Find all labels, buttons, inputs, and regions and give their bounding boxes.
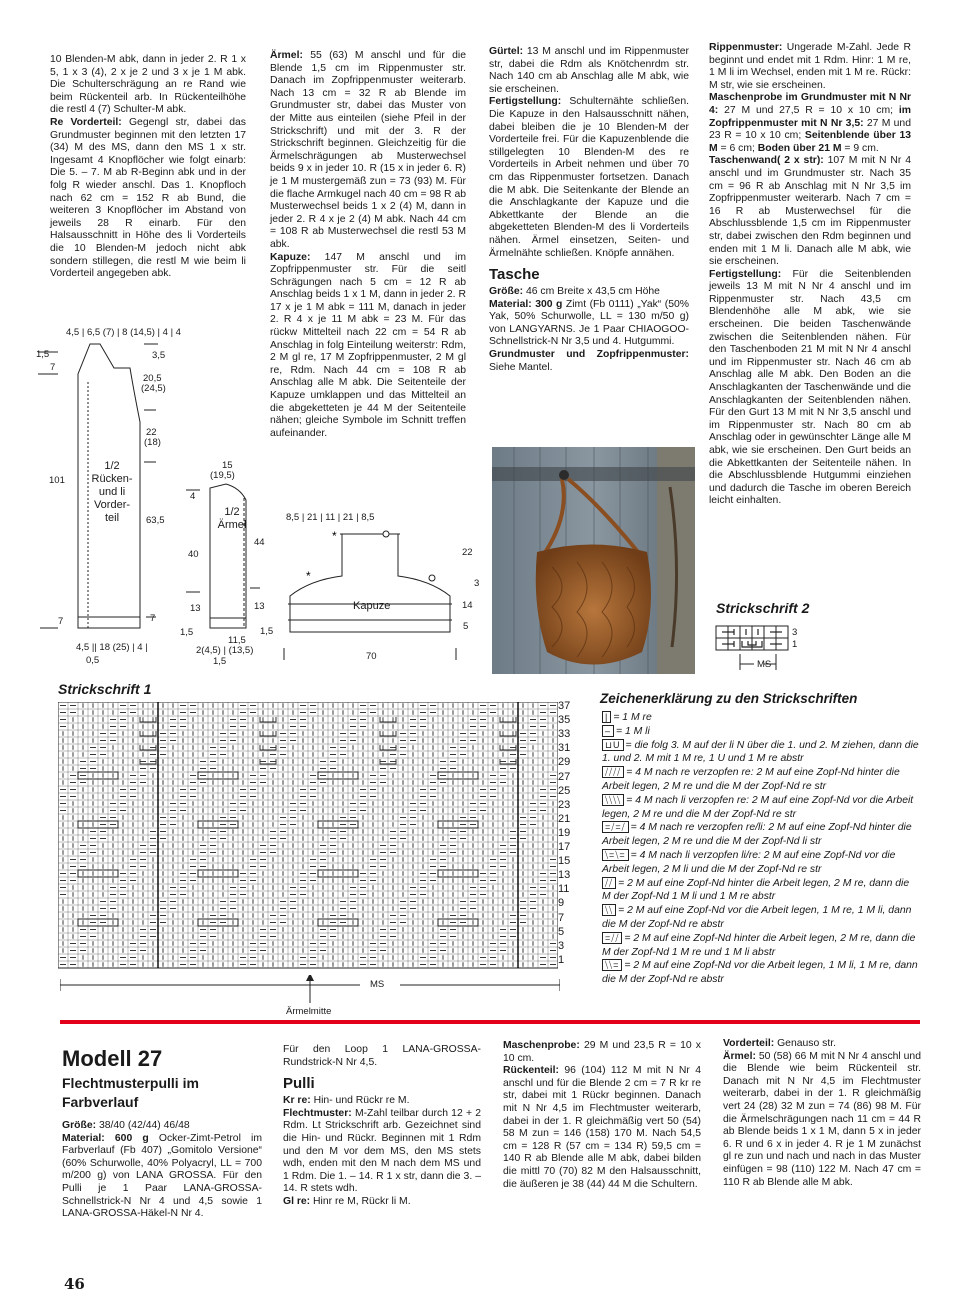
- sleeve-dim-13-right: 13: [254, 601, 265, 612]
- kapuze-label: Kapuze:: [270, 251, 311, 263]
- col3-text: [489, 46, 689, 374]
- legend-text: = 4 M nach li verzopfen re: 2 M auf eine Zopf-Nd vor die Arbeit legen, 2 M re und die M der Zopf-Nd re str: [602, 794, 914, 820]
- hood-schematic: [280, 500, 490, 670]
- aermelmitte-label: Ärmelmitte: [286, 1006, 332, 1017]
- legend-symbol-icon: ⊔U: [602, 739, 624, 751]
- body-dim-24-5: (24,5): [141, 383, 166, 394]
- aermel2-label: Ärmel:: [723, 1050, 756, 1062]
- sleeve-dim-44: 44: [254, 537, 265, 548]
- sleeve-dim-4: 4: [190, 491, 196, 502]
- body-bottom-dims: 4,5 || 18 (25) | 4 |: [76, 642, 148, 653]
- legend-symbol-icon: =⧸=⧸: [602, 821, 629, 833]
- kapuze-text: 147 M anschl und im Zopfrippenmuster str. Für die seitl Schrägungen nach 5 cm = 12 R ab Anschlag beids 1 x 1 M, dann in jeder 2. R 17 x je 1 M abk = 111 M, danach in jeder 2. R 4 x je 11 M abk = 23 M. Für das rückw Mittelteil nach 22 cm = 54 R ab Anschlag in folg Einteilung weiterstr: Rdm, 2 M gl re, 17 M Zopfrippenmuster, 2 M gl re, Rdm. Nach 44 cm = 108 R ab Anschlag alle M abk. Die Seitenteile der Kapuze umklappen und das Mittelteil an die abgeketteten je 44 M der Seitenteile nähen; gleiche Symbole im Schnitt treffen aufeinander.: [270, 251, 466, 439]
- vorder-label: Vorderteil:: [723, 1038, 775, 1049]
- legend-text: = 1 M li: [616, 725, 650, 737]
- col2-text: [270, 50, 466, 440]
- krre-text: Hin- und Rückr re M.: [313, 1095, 410, 1107]
- flecht-paragraph: [283, 1108, 481, 1196]
- material-text: Zimt (Fb 0111) „Yak“ (50% Yak, 50% Schurwolle, LL = 130 m/50 g) von LANGYARNS. Je 1 Paar CHIAOGOO-Schnellstrick-N Nr 3,5 und 4. Hutgummi.: [489, 298, 689, 348]
- legend-text: = 2 M auf eine Zopf-Nd vor die Arbeit legen, 1 M re, 1 M li, dann die M der Zopf-Nd re abstr: [602, 905, 912, 930]
- hood-dim-70: 70: [366, 651, 377, 662]
- chart1-row-number: 17: [558, 841, 571, 853]
- strickschrift2-title: Strickschrift 2: [716, 600, 810, 616]
- flecht-label: Flechtmuster:: [283, 1107, 352, 1119]
- rueck-paragraph: [503, 1065, 701, 1191]
- re-vorderteil-label: Re Vorderteil:: [50, 116, 122, 128]
- col1-text: [50, 54, 246, 281]
- sleeve-bottom-2: 2(4,5) | (13,5): [196, 645, 254, 656]
- legend-symbol-icon: ⧸⧸: [602, 877, 616, 889]
- krre-label: Kr re:: [283, 1095, 311, 1107]
- modell-subtitle: Flechtmusterpulli im Farbverlauf: [62, 1075, 199, 1110]
- chart1-row-number: 13: [558, 869, 571, 882]
- section-divider: [60, 1020, 920, 1024]
- aermel-paragraph: [270, 50, 466, 252]
- fertig4-text: Für die Seitenblenden jeweils 13 M mit N Nr 4 anschl und im Rippenmuster str. Nach 43,5 cm Blendenhöhe alle M abk, wie sie erscheinen. Die beiden Taschenwände zwischen die Seitenblenden nähen. Für den Taschenboden 21 M mit N Nr 4 anschl und im Rippenmuster str. Nach 46 cm ab Anschlag alle M abk. Den Boden an die Anschlagkanten der Taschenwände und die Anschlagkanten der Seitenblenden nähen. Für den Gurt 13 M mit N Nr 3,5 anschl und im Rippenmuster str. Nach 80 cm ab Anschlag oder in gewünschter Länge alle M abk, wie sie erscheinen. Den Gurt beids an die Abkettkanten der Seitenteile nähen. In die Abschlussblende Hutgummi einziehen und dadurch die Tasche im oberen Bereich leicht einhalten.: [709, 268, 912, 507]
- sleeve-dim-1-5-right: 1,5: [260, 626, 274, 637]
- body-dim-18: (18): [144, 437, 161, 448]
- legend-title: Zeichenerklärung zu den Strickschriften: [600, 691, 858, 706]
- chart1-row-number: 37: [558, 700, 571, 712]
- modell-material: [62, 1133, 262, 1221]
- legend-text: = die folg 3. M auf der li N über die 1. und 2. M ziehen, dann die 1. und 2. M mit 1 M re, 1 U und 1 M re abstr: [602, 739, 919, 765]
- fertig-text: Schulternähte schließen. Die Kapuze in den Halsausschnitt nähen, dabei bleiben die je 10 Blenden-M der Vorderteile frei. Für die Kapuzenblende die stillgelegten 10 Blenden-M des re Vorderteils in Arbeit nehmen und über 70 cm das Rippenmuster fortsetzen. Danach die M abk. Die Seitenkante der Blende an die Anschlagkante der Kapuze und die Abkettkante der Blende an die abgeketteten Blenden-M des li Vorderteils nähen. Ärmel einsetzen, Seiten- und Ärmelnähte schließen. Knöpfe annähen.: [489, 96, 689, 259]
- modell-groesse-label: Größe:: [62, 1120, 97, 1131]
- tasche-title: Tasche: [489, 266, 540, 284]
- taschenwand-text: 107 M mit N Nr 4 anschl und im Grundmuster str. Nach 35 cm = 96 R ab Anschlag mit N Nr 3,5 im Zopfrippenmuster weiterarb. Nach 7 cm = 16 R ab Musterwechsel für die Abschlussblende 1,5 cm im Rippenmuster str, dabei zwischen den Rdm beginnen und enden mit 1 M li. Danach alle M abk, wie sie erscheinen.: [709, 155, 911, 268]
- sleeve-dim-40: 40: [188, 549, 199, 560]
- legend-item: [602, 904, 920, 932]
- body-dim-3-5: 3,5: [152, 350, 166, 361]
- chart1-row-number: 3: [558, 939, 565, 952]
- mp-paragraph: [503, 1040, 701, 1065]
- fertig4-label: Fertigstellung:: [709, 268, 782, 280]
- chart1-row-number: 35: [558, 714, 571, 727]
- chart1-row-number: 29: [558, 756, 571, 769]
- sleeve-dim-19-5: (19,5): [210, 470, 235, 481]
- aermelmitte-arrow-icon: [306, 975, 314, 981]
- taschenwand-label: Taschenwand( 2 x str):: [709, 155, 824, 167]
- re-vorderteil-text: Gegengl str, dabei das Grundmuster beginnen mit den letzten 17 (34) M des MS, dann den MS 1 x str. Ingesamt 4 Knopflöcher wie folgt einarb: Die 5. – 7. M ab R-Beginn abk und in der folg R wieder anschl. Das 1. Knopfloch nach 62 cm = 152 R ab Bund, die weiteren 3 Knopflöcher im Abstand von jeweils 28 R einarb. Für den Halsausschnitt in Höhe des li Vorderteils die 10 Blenden-M jedoch nicht abk sondern stillegen, die restl M wie beim li Vorderteil angegeben abk.: [50, 116, 246, 280]
- body-label-3: und li: [98, 486, 126, 498]
- strickschrift1-title: Strickschrift 1: [58, 681, 152, 697]
- glre-label: Gl re:: [283, 1195, 311, 1207]
- fertig-label: Fertigstellung:: [489, 96, 562, 108]
- hood-dim-5: 5: [463, 621, 469, 632]
- hood-top-dims: 8,5 | 21 | 11 | 21 | 8,5: [286, 512, 375, 523]
- svg-text:*: *: [306, 569, 311, 583]
- legend-text: = 4 M nach re verzopfen re: 2 M auf eine Zopf-Nd hinter die Arbeit legen, 2 M re und die M der Zopf-Nd re str: [602, 767, 900, 792]
- legend-text: = 4 M nach re verzopfen re/li: 2 M auf eine Zopf-Nd hinter die Arbeit legen, 2 M re und die M der Zopf-Nd li str: [602, 822, 912, 848]
- legend-symbol-icon: ⧹⧹=: [602, 959, 622, 971]
- aermel2-text: 50 (58) 66 M mit N Nr 4 anschl und die Blende wie beim Rückenteil str. Danach mit N Nr 4,5 im Flechtmuster weiterarb, dabei in der 1. R gleichmäßig vert 24 (28) 32 M zun = 74 (86) 98 M. Für die Ärmelschrägungen nach 11 cm = 44 R ab Blende beids 1 x 1 M, dann 5 x in jeder 6. R und 6 x in jeder 4. R je 1 M zunächst gl re zun und nach und nach in das Muster einfügen = 98 (110) 122 M. Nach 47 cm = 110 R ab Blende alle M abk.: [723, 1050, 921, 1188]
- taschenwand-paragraph: [709, 155, 911, 268]
- legend-symbol-icon: –: [602, 725, 614, 737]
- re-vorderteil-paragraph: [50, 117, 246, 281]
- bag-photo: [492, 447, 695, 674]
- zopf-label: im Zopfrippenmuster mit N Nr 3,5:: [709, 104, 912, 129]
- modell-material-label: Material: 600 g: [62, 1132, 149, 1144]
- sleeve-bottom-3: 1,5: [213, 656, 227, 667]
- rippen-text: Ungerade M-Zahl. Jede R beginnt und endet mit 1 Rdm. Hinr: 1 M re, 1 M li im Wechsel, enden mit 1 M re. Rückr: M str, wie sie erscheinen.: [709, 42, 911, 91]
- fertig-paragraph: [489, 96, 689, 260]
- legend-item: [602, 932, 920, 960]
- body-dim-22: 22: [146, 427, 157, 438]
- legend-list: [602, 711, 920, 987]
- chart1-row-number: 15: [558, 855, 571, 868]
- body-label-4: Vorder-: [93, 499, 131, 511]
- guertel-text: 13 M anschl und im Rippenmuster str, dabei die Rdm als Knötchenrdm str. Nach 140 cm ab Anschlag alle M abk, wie sie erscheinen.: [489, 46, 690, 95]
- rueck-text: 96 (104) 112 M mit N Nr 4 anschl und für die Blende 2 cm = 7 R kr re str, dabei mit 1 Rückr beginnen. Danach mit N Nr 4,5 im Flechtmuster weiterarb, dabei in der 1. R gleichmäßig vert 50 (54) 58 M zun = 146 (158) 170 M. Nach 54,5 cm = 128 R (57 cm = 134 R) 59,5 cm = 140 R ab Blende alle M abk, dabei bilden die mittl 70 (70) 82 M den Halsausschnitt, die äußeren je 38 (44) 44 M die Schultern.: [503, 1065, 701, 1190]
- pulli-title: Pulli: [283, 1075, 315, 1093]
- boden-label: Boden über 21 M: [757, 142, 842, 154]
- aermel2-paragraph: [723, 1051, 921, 1190]
- sleeve-bottom-1: 11,5: [228, 635, 246, 646]
- groesse-paragraph: [489, 286, 689, 299]
- rippen-label: Rippenmuster:: [709, 42, 783, 53]
- chart1-row-number: 27: [558, 770, 571, 783]
- seiten-label: Seitenblende über 13 M: [709, 130, 912, 154]
- maschenprobe-text: 27 M und 27,5 R = 10 x 10 cm;: [724, 104, 894, 116]
- chart1-row-number: 19: [558, 826, 571, 839]
- body-dim-7-right: 7: [150, 613, 156, 624]
- chart1-row-number: 23: [558, 798, 571, 811]
- modell-groesse-text: 38/40 (42/44) 46/48: [98, 1120, 190, 1131]
- chart1-row-number: 21: [558, 812, 571, 825]
- legend-item: [602, 959, 920, 987]
- rueck-label: Rückenteil:: [503, 1065, 560, 1077]
- chart1-row-number: 5: [558, 925, 565, 938]
- svg-text:*: *: [332, 529, 337, 543]
- sleeve-dim-15: 15: [222, 460, 233, 471]
- sleeve-label: [214, 506, 250, 532]
- vorder-text: Genauso str.: [777, 1038, 837, 1049]
- legend-symbol-icon: ⧹⧹: [602, 904, 616, 916]
- material-label: Material: 300 g: [489, 298, 563, 310]
- legend-text: = 1 M re: [613, 712, 652, 723]
- legend-item: [602, 739, 920, 767]
- krre-paragraph: [283, 1095, 481, 1108]
- sleeve-dim-1-5-left: 1,5: [180, 627, 194, 638]
- modell-col4: [723, 1038, 921, 1189]
- modell-title: Modell 27: [62, 1046, 163, 1071]
- fertig4-paragraph: [709, 269, 911, 508]
- legend-item: [602, 794, 920, 822]
- legend-item: [602, 821, 920, 849]
- legend-symbol-icon: ⧹=⧹=: [602, 849, 629, 861]
- hood-dim-22: 22: [462, 547, 473, 558]
- legend-symbol-icon: ⧸⧸⧸⧸: [602, 766, 624, 778]
- seiten-text: = 6 cm;: [720, 142, 755, 154]
- body-dim-101: 101: [49, 475, 65, 486]
- mp-label: Maschenprobe:: [503, 1040, 580, 1051]
- modell-groesse: [62, 1120, 262, 1133]
- col1-paragraph: 10 Blenden-M abk, dann in jeder 2. R 1 x 5, 1 x 3 (4), 2 x je 2 und 3 x je 1 M abk. Die Schulterschrägung an re Rand wie beim Rückenteil arb. In Rückenteilhöhe die restl 4 (7) Schulter-M abk.: [50, 54, 246, 116]
- legend-text: = 4 M nach li verzopfen li/re: 2 M auf eine Zopf-Nd vor die Arbeit legen, 2 M li und die M der Zopf-Nd re str: [602, 849, 896, 875]
- legend-item: [602, 849, 920, 877]
- maschenprobe-paragraph: [709, 92, 911, 155]
- legend-item: [602, 711, 920, 725]
- legend-symbol-icon: |: [602, 711, 611, 723]
- body-label-1: 1/2: [104, 460, 120, 472]
- aermel-text: 55 (63) M anschl und für die Blende 1,5 cm im Rippenmuster str. Danach im Zopfrippenmuster weiterarb. Nach 13 cm = 32 R ab Blende im Grundmuster str, dabei das Muster von der Mitte aus einteilen (siehe Pfeil in der Strickschrift) und mit der 3. R der Strickschrift beginnen. Gleichzeitig für die Ärmelschrägungen ab Musterwechsel beids 9 x in jeder 10. R (15 x in jeder 6. R) je 1 M mustergemäß zun = 73 (93) M. Für die flache Armkugel nach 40 cm = 98 R ab Musterwechsel beids 1 x 2 (4) M, dann in jeder 2. R 4 x je 2 (4) M abk. Nach 44 cm = 108 R ab Musterwechsel die restl 53 M abk.: [270, 50, 466, 250]
- sleeve-dim-13-left: 13: [190, 603, 201, 614]
- strickschrift2-row-1: 1: [792, 639, 798, 650]
- body-dim-7-top: 7: [50, 362, 56, 373]
- body-top-dims: 4,5 | 6,5 (7) | 8 (14,5) | 4 | 4: [66, 327, 181, 338]
- modell-col3: [503, 1040, 701, 1191]
- chart1-row-number: 1: [558, 953, 565, 966]
- page-number: 46: [64, 1275, 85, 1293]
- col4-text: [709, 42, 911, 508]
- zopf-text: 27 M und 23 R = 10 x 10 cm;: [709, 117, 911, 142]
- legend-symbol-icon: =⧸⧸: [602, 932, 622, 944]
- legend-text: = 2 M auf eine Zopf-Nd vor die Arbeit legen, 1 M li, 1 M re, dann die M der Zopf-Nd re abstr: [602, 960, 918, 986]
- hood-dim-3: 3: [474, 578, 480, 589]
- chart1-row-number: 9: [558, 897, 565, 910]
- kapuze-paragraph: [270, 252, 466, 441]
- legend-item: [602, 766, 920, 794]
- groesse-text: 46 cm Breite x 43,5 cm Höhe: [525, 286, 660, 298]
- groesse-label: Größe:: [489, 286, 524, 298]
- sleeve-label-1: 1/2: [224, 506, 240, 518]
- sleeve-label-2: Ärmel: [217, 519, 247, 531]
- aermel-label: Ärmel:: [270, 50, 303, 61]
- body-label-5: teil: [104, 512, 120, 524]
- chart1-row-number: 33: [558, 728, 571, 741]
- legend-symbol-icon: ⧹⧹⧹⧹: [602, 794, 624, 806]
- material-paragraph: [489, 299, 689, 349]
- modell-col2-top: Für den Loop 1 LANA-GROSSA-Rundstrick-N Nr 4,5.: [283, 1044, 481, 1068]
- grund-text: Siehe Mantel.: [489, 361, 553, 373]
- rippen-paragraph: [709, 42, 911, 92]
- glre-text: Hinr re M, Rückr li M.: [313, 1195, 411, 1207]
- body-dim-7-left: 7: [58, 616, 64, 627]
- modell-material-text: Ocker-Zimt-Petrol im Farbverlauf (Fb 407) „Gomitolo Versione“ (60% Schurwolle, 40% Polyacryl, LL = 700 m/200 g) von LANA GROSSA. Für den Pulli je 1 Paar LANA-GROSSA-Schnellstrick-N Nr 4 und 4,5 sowie 1 LANA-GROSSA-Häkel-N Nr 4.: [62, 1132, 263, 1220]
- body-dim-0-5: 0,5: [86, 655, 100, 666]
- boden-text: = 9 cm.: [844, 142, 879, 154]
- legend-text: = 2 M auf eine Zopf-Nd hinter die Arbeit legen, 2 M re, dann die M der Zopf-Nd 1 M li und 1 M re abstr: [602, 877, 910, 903]
- vorder-paragraph: [723, 1038, 921, 1051]
- grund-paragraph: [489, 349, 689, 374]
- body-dim-20-5: 20,5: [143, 373, 162, 384]
- glre-paragraph: [283, 1196, 481, 1209]
- hood-dim-14: 14: [462, 600, 473, 611]
- legend-item: [602, 725, 920, 739]
- body-label-2: Rücken-: [91, 473, 133, 485]
- strickschrift1-ms: MS: [370, 979, 385, 990]
- guertel-label: Gürtel:: [489, 46, 524, 57]
- mp-text: 29 M und 23,5 R = 10 x 10 cm.: [503, 1040, 701, 1064]
- grund-label: Grundmuster und Zopfrippenmuster:: [489, 349, 689, 361]
- legend-item: [602, 877, 920, 905]
- chart1-row-number: 7: [558, 911, 565, 924]
- strickschrift2-row-3: 3: [792, 627, 798, 638]
- legend-text: = 2 M auf eine Zopf-Nd hinter die Arbeit legen, 2 M re, dann die M der Zopf-Nd 1 M re und 1 M li abstr: [602, 932, 916, 958]
- strickschrift2-ms: MS: [757, 659, 772, 670]
- chart1-row-number: 31: [558, 742, 571, 755]
- hood-label: Kapuze: [353, 600, 391, 612]
- strickschrift1-chart: [58, 702, 558, 972]
- guertel-paragraph: [489, 46, 689, 96]
- maschenprobe-label: Maschenprobe im Grundmuster mit N Nr 4:: [709, 92, 911, 116]
- flecht-text: M-Zahl teilbar durch 12 + 2 Rdm. Lt Strickschrift arb. Gezeichnet sind die Hin- und Rückr. Beginnen mit 1 Rdm und den M vor dem MS, den MS stets wdh, enden mit den M nach dem MS und 1 Rdm. Die 1. – 14. R 1 x str, dann die 3. – 14. R stets wdh.: [283, 1107, 481, 1195]
- body-dim-1-5: 1,5: [36, 349, 50, 360]
- chart1-row-number: 25: [558, 784, 571, 797]
- body-label: [86, 460, 138, 525]
- modell-col2: [283, 1044, 481, 1209]
- body-dim-63-5: 63,5: [146, 515, 165, 526]
- chart1-row-number: 11: [558, 883, 570, 896]
- modell-col1: [62, 1120, 262, 1221]
